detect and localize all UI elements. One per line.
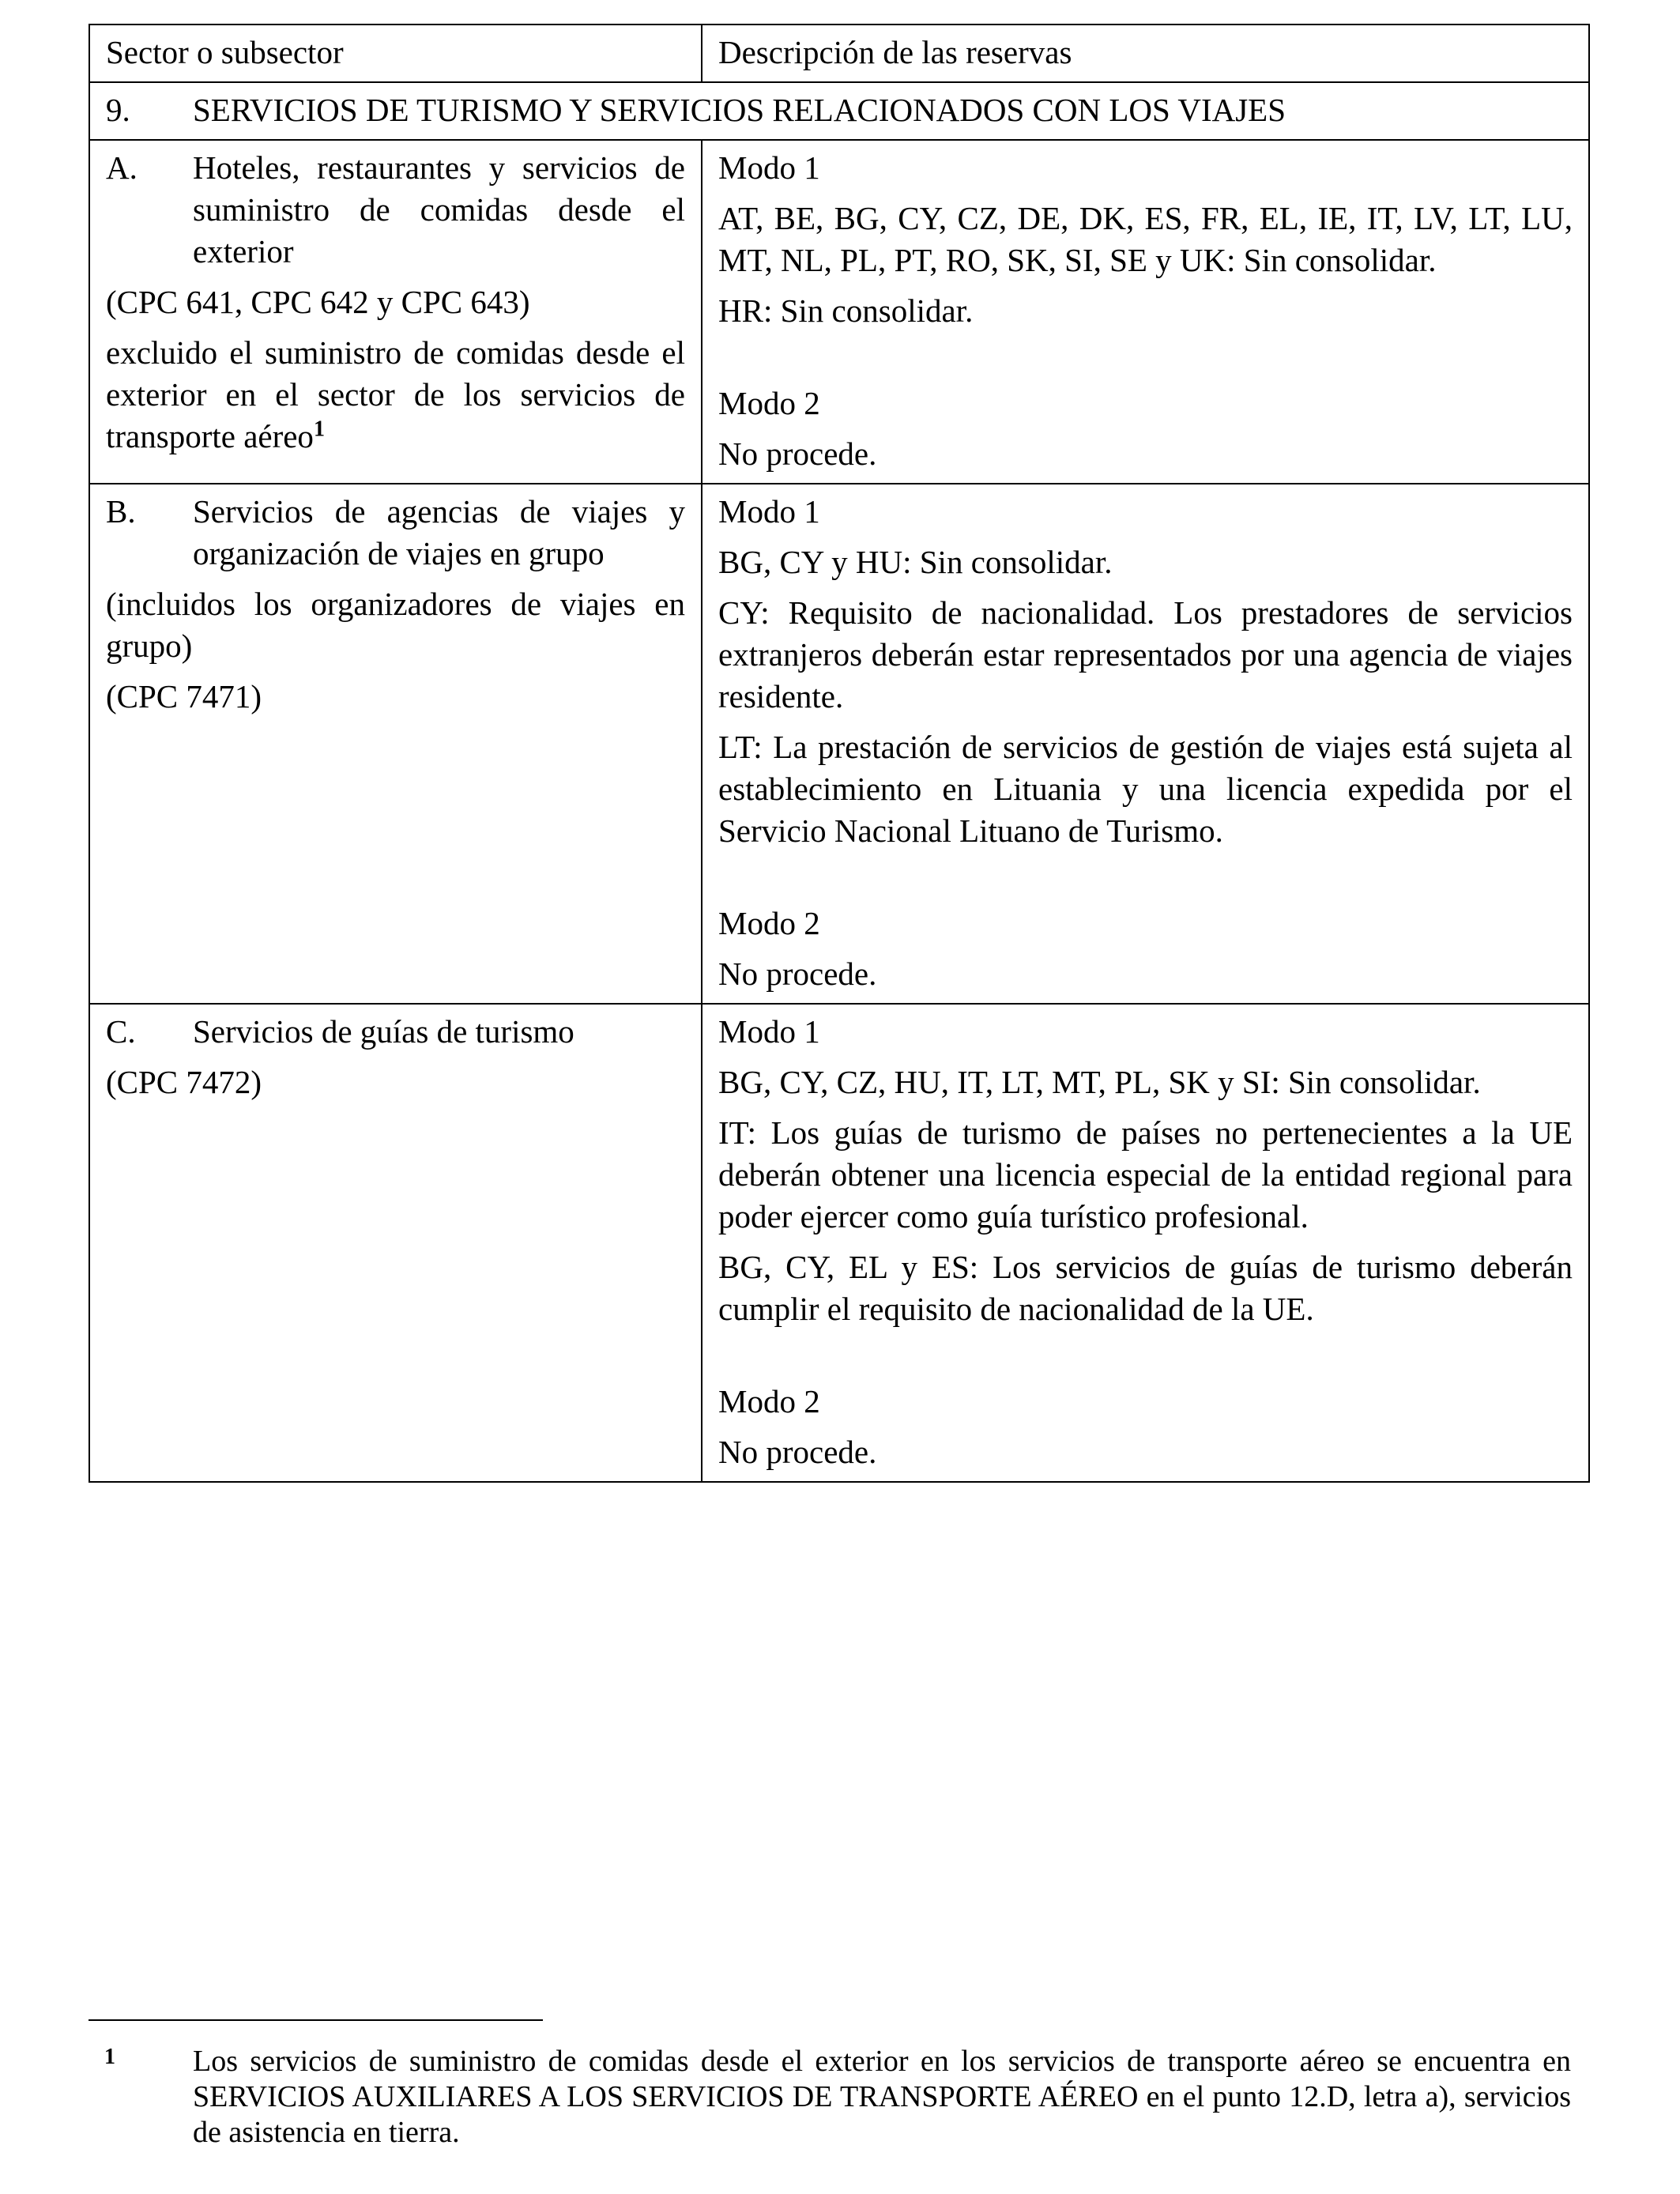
mode1-paragraph: IT: Los guías de turismo de países no pertenecientes a la UE deberán obtener una licencia especial de la entidad regional para poder ejercer como guía turístico profesional. — [718, 1114, 1573, 1235]
mode1-paragraph: AT, BE, BG, CY, CZ, DE, DK, ES, FR, EL, IE, IT, LV, LT, LU, MT, NL, PL, PT, RO, SK, SI, SE y UK: Sin consolidar. — [718, 200, 1573, 278]
cpc-code: (CPC 7471) — [106, 678, 262, 714]
subsector-title — [106, 1011, 685, 1053]
subsector-extra: (incluidos los organizadores de viajes en grupo) — [106, 586, 685, 664]
mode2-text: No procede. — [718, 956, 877, 992]
table-row — [89, 1004, 1589, 1482]
footnote-separator — [89, 2019, 543, 2021]
mode2-text: No procede. — [718, 435, 877, 472]
subsector-title-text: Hoteles, restaurantes y servicios de suministro de comidas desde el exterior — [193, 149, 685, 270]
subsector-note-text: excluido el suministro de comidas desde el exterior en el sector de los servicios de transporte aéreo — [106, 334, 685, 454]
footnote-text: Los servicios de suministro de comidas desde el exterior en los servicios de transporte aéreo se encuentra en SERVICIOS AUXILIARES A LOS SERVICIOS DE TRANSPORTE AÉREO en el punto 12.D, letra a), servicios de asistencia en tierra. — [193, 2045, 1571, 2149]
sector-cell — [89, 484, 702, 1004]
mode1-paragraph: CY: Requisito de nacionalidad. Los prestadores de servicios extranjeros deberán estar representados por una agencia de viajes residente. — [718, 594, 1573, 714]
subsector-title — [106, 147, 685, 273]
mode2-label: Modo 2 — [718, 385, 820, 421]
header-sector-text: Sector o subsector — [106, 34, 344, 70]
footnote-mark: 1 — [104, 2045, 115, 2069]
mode1-label: Modo 1 — [718, 493, 820, 530]
mode1-label: Modo 1 — [718, 1013, 820, 1050]
mode1-paragraph: LT: La prestación de servicios de gestión de viajes está sujeta al establecimiento en Lituania y una licencia expedida por el Servicio Nacional Lituano de Turismo. — [718, 729, 1573, 849]
table-row — [89, 140, 1589, 484]
description-cell — [702, 1004, 1589, 1482]
cpc-code: (CPC 7472) — [106, 1064, 262, 1100]
header-sector — [89, 25, 702, 82]
reservations-table — [89, 24, 1590, 1483]
mode1-label: Modo 1 — [718, 149, 820, 186]
description-cell — [702, 484, 1589, 1004]
footnote-reference[interactable]: 1 — [313, 417, 325, 442]
description-cell — [702, 140, 1589, 484]
subsector-letter: A. — [106, 149, 137, 186]
section-row — [89, 82, 1589, 140]
mode2-text: No procede. — [718, 1434, 877, 1470]
mode1-paragraph: HR: Sin consolidar. — [718, 292, 974, 329]
cpc-code: (CPC 641, CPC 642 y CPC 643) — [106, 284, 530, 320]
subsector-note — [106, 332, 685, 458]
footnote — [89, 2044, 1571, 2151]
sector-cell — [89, 1004, 702, 1482]
section-cell — [89, 82, 1589, 140]
subsector-title — [106, 491, 685, 575]
mode1-paragraph: BG, CY y HU: Sin consolidar. — [718, 544, 1113, 580]
header-description — [702, 25, 1589, 82]
subsector-letter: B. — [106, 493, 136, 530]
header-description-text: Descripción de las reservas — [718, 34, 1072, 70]
mode2-label: Modo 2 — [718, 1383, 820, 1419]
table-header-row — [89, 25, 1589, 82]
mode1-paragraph: BG, CY, EL y ES: Los servicios de guías de turismo deberán cumplir el requisito de nacionalidad de la UE. — [718, 1249, 1573, 1327]
subsector-title-text: Servicios de agencias de viajes y organización de viajes en grupo — [193, 493, 685, 571]
table-row — [89, 484, 1589, 1004]
sector-cell — [89, 140, 702, 484]
subsector-title-text: Servicios de guías de turismo — [193, 1013, 574, 1050]
mode1-paragraph: BG, CY, CZ, HU, IT, LT, MT, PL, SK y SI: Sin consolidar. — [718, 1064, 1481, 1100]
subsector-letter: C. — [106, 1013, 136, 1050]
section-number: 9. — [106, 92, 130, 128]
mode2-label: Modo 2 — [718, 905, 820, 941]
section-title: SERVICIOS DE TURISMO Y SERVICIOS RELACIONADOS CON LOS VIAJES — [193, 92, 1286, 128]
